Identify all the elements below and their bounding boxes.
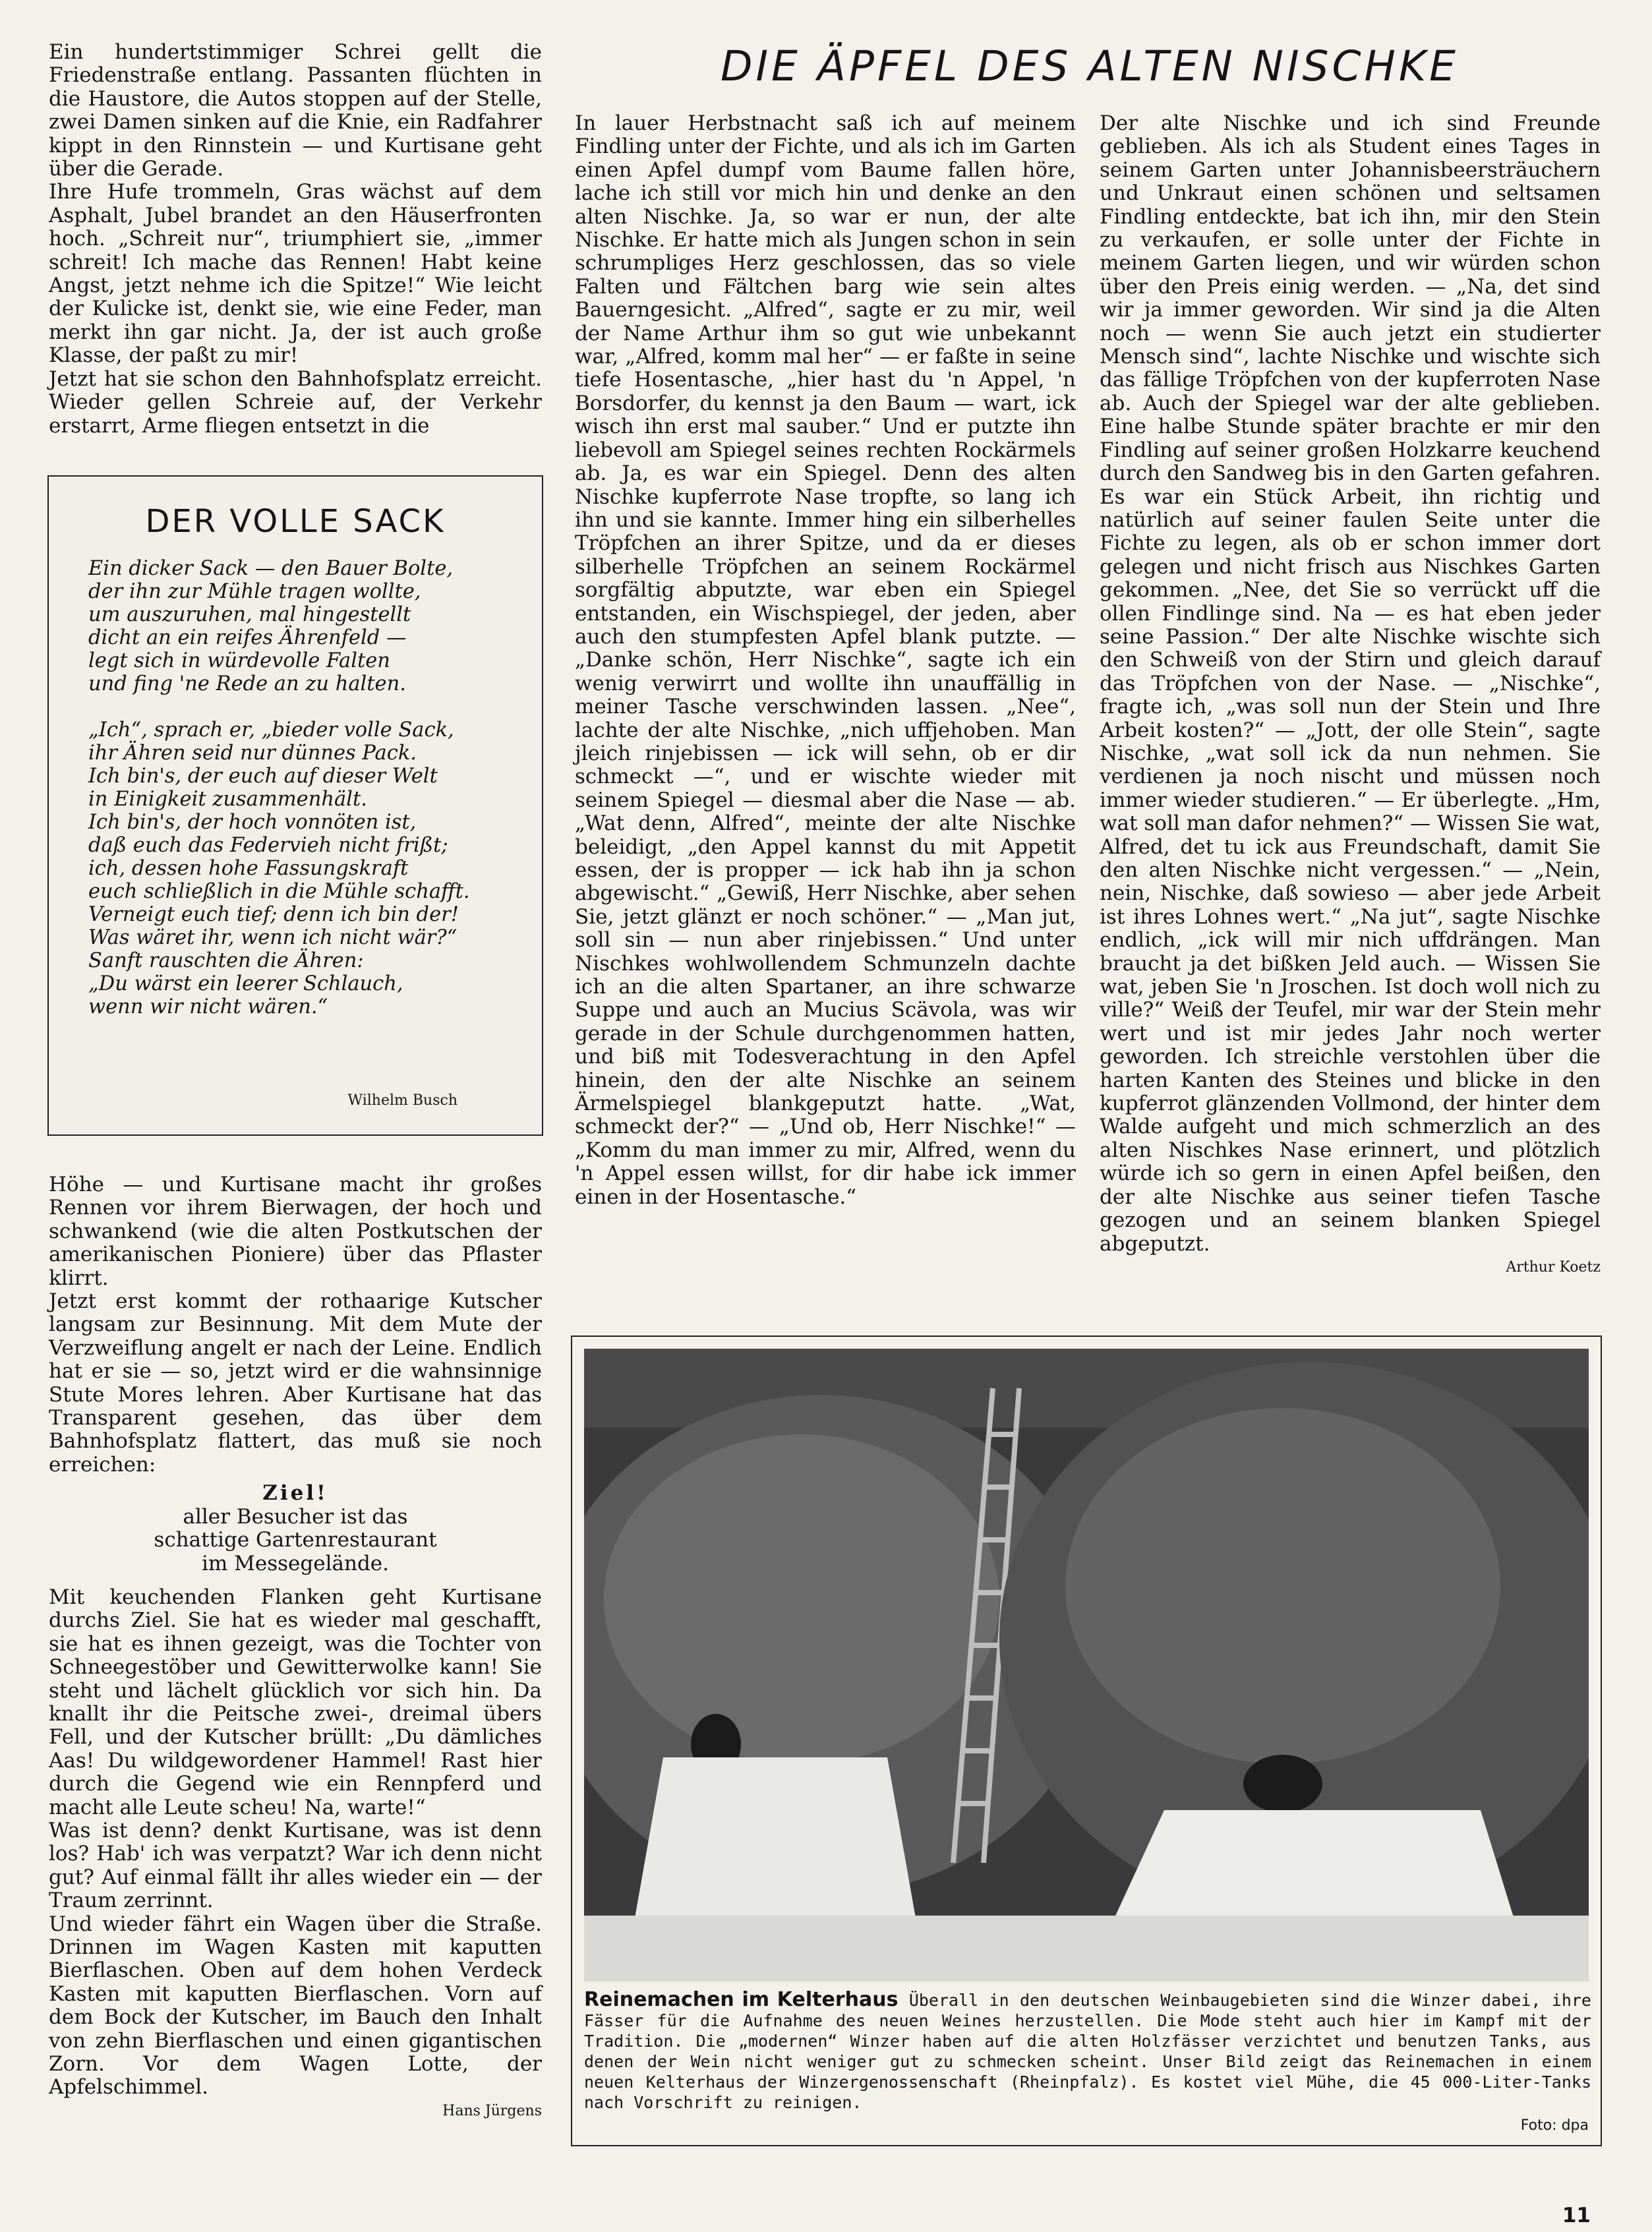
poem-line: daß euch das Federvieh nicht frißt;	[88, 834, 448, 857]
poem-line: Verneigt euch tief; denn ich bin der!	[88, 903, 459, 926]
paragraph: Ihre Hufe trommeln, Gras wächst auf dem Asphalt, Jubel brandet an den Häuserfronten hoch. „Schreit nur“, triumphiert sie, „immer schreit! Ich mache das Rennen! Habt keine Angst, jetzt nehme ich die Spitze!“ Wie leicht der Kulicke ist, denkt sie, wie eine Feder, man merkt ihn gar nicht. Ja, der ist auch große Klasse, der paßt zu mir!	[49, 180, 542, 368]
photo-credit: Foto: dpa	[1520, 2117, 1589, 2134]
poem-line: um auszuruhen, mal hingestellt	[88, 603, 411, 626]
paragraph: Ein hundertstimmiger Schrei gellt die Friedenstraße entlang. Passanten flüchten in die Haustore, die Autos stoppen auf der Stelle, zwei Damen sinken auf die Knie, ein Radfahrer kippt in den Rinnstein — und Kurtisane geht über die Gerade.	[49, 40, 542, 181]
paragraph: Mit keuchenden Flanken geht Kurtisane durchs Ziel. Sie hat es wieder mal geschafft, sie hat es ihnen gezeigt, was die Tochter von Schneegestöber und Gewitterwolke kann! Sie steht und lächelt glücklich vor sich hin. Da knallt ihr die Peitsche zwei-, dreimal übers Fell, und der Kutscher brüllt: „Du dämliches Aas! Du wildgewordener Hammel! Rast hier durch die Gegend wie ein Rennpferd und macht alle Leute scheu! Na, warte!“	[49, 1585, 542, 1819]
poem-line: euch schließlich in die Mühle schafft.	[88, 880, 470, 903]
paragraph: Der alte Nischke und ich sind Freunde geblieben. Als ich als Student eines Tages in seinem Garten unter Johannisbeersträuchern und Unkraut einen schönen und seltsamen Findling entdeckte, bat ich ihn, mir den Stein zu verkaufen, er solle unter der Fichte in meinem Garten liegen, und wir würden schon über den Preis einig werden. — „Na, det sind wir ja immer geworden. Wir sind ja die Alten noch — wenn Sie auch jetzt ein studierter Mensch sind“, lachte Nischke und wischte sich das fällige Tröpfchen von der kupferroten Nase ab. Auch der Spiegel war der alte geblieben. Eine halbe Stunde später brachte er mir den Findling auf seiner großen Holzkarre keuchend durch den Sandweg bis in den Garten gefahren. Es war ein Stück Arbeit, ihn richtig und natürlich auf seiner faulen Seite unter die Fichte zu legen, als ob er schon immer dort gelegen und nicht frisch aus Nischkes Garten gekommen. „Nee, det Sie so verrückt uff die ollen Findlinge sind. Na — es hat eben jeder seine Passion.“ Der alte Nischke wischte sich den Schweiß von der Stirn und gleich darauf das Tröpfchen von der Nase. — „Nischke“, fragte ich, „was soll nun der Stein und Ihre Arbeit kosten?“ — „Jott, der olle Stein“, sagte Nischke, „wat soll ick da nun nehmen. Sie verdienen ja noch nischt und müssen noch immer wieder studieren.“ — Er überlegte. „Hm, wat soll man dafor nehmen?“ — Wissen Sie wat, Alfred, det tu ick aus Freundschaft, damit Sie den alten Nischke nicht vergessen.“ — „Nein, nein, Nischke, daß sowieso — aber jede Arbeit ist ihres Lohnes wert.“ „Na jut“, sagte Nischke endlich, „ick will mir nich uffdrängen. Man braucht ja det bißken Jeld auch. — Wissen Sie wat, jeben Sie 'n Jroschen. Ist doch woll nich zu ville?“ Weiß der Teufel, mir war der Stein mehr wert und ist mir jedes Jahr noch werter geworden. Ich streichle verstohlen über die harten Kanten des Steines und blicke in den kupferrot glänzenden Vollmond, der hinter dem Walde aufgeht und mich schmerzlich an des alten Nischkes Nase erinnert, und plötzlich würde ich so gern in einen Apfel beißen, den der alte Nischke aus seiner tiefen Tasche gezogen und an seinem blanken Spiegel abgeputzt.	[1100, 111, 1601, 1256]
poem-line: wenn wir nicht wären.“	[88, 995, 328, 1018]
paragraph: Jetzt hat sie schon den Bahnhofsplatz erreicht. Wieder gellen Schreie auf, der Verkehr erstarrt, Arme fliegen entsetzt in die	[49, 367, 542, 438]
caption-title: Reinemachen im Kelterhaus	[584, 1988, 899, 2011]
article-author: Arthur Koetz	[1506, 1258, 1601, 1276]
goal-line: schattige Gartenrestaurant	[154, 1528, 437, 1552]
goal-line: aller Besucher ist das	[183, 1504, 408, 1529]
poem-line: in Einigkeit zusammenhält.	[88, 788, 367, 811]
poem-line: ihr Ähren seid nur dünnes Pack.	[88, 742, 417, 765]
tank-illustration	[584, 1349, 1589, 1982]
caption-text: Überall in den deutschen Weinbaugebieten sind die Winzer dabei, ihre Fässer für die Aufnahme des neuen Weines herzustellen. Die Mode steht auch hier im Kampf mit der Tradition. Die „modernen“ Winzer haben auf die alten Holzfässer verzichtet und benutzen Tanks, aus denen der Wein nicht weniger gut zu schmecken scheint. Unser Bild zeigt das Reinemachen in einem neuen Kelterhaus der Winzergenossenschaft (Rheinpfalz). Es kostet viel Mühe, die 45 000-Liter-Tanks nach Vorschrift zu reinigen.	[584, 1991, 1591, 2112]
wine-tank-photo	[584, 1349, 1589, 1982]
poem-line: dicht an ein reifes Ährenfeld —	[88, 626, 407, 649]
poem-line: „Ich“, sprach er, „bieder volle Sack,	[88, 719, 454, 742]
paragraph: In lauer Herbstnacht saß ich auf meinem Findling unter der Fichte, und als ich im Garten einen Apfel dumpf vom Baume fallen höre, lache ich still vor mich hin und denke an den alten Nischke. Ja, so war er nun, der alte Nischke. Er hatte mich als Jungen schon in sein schrumpliges Herz geschlossen, das so viele Falten und Fältchen barg wie sein altes Bauerngesicht. „Alfred“, sagte er zu mir, weil der Name Arthur ihm so gut wie unbekannt war, „Alfred, komm mal her“ — er faßte in seine tiefe Hosentasche, „hier hast du 'n Appel, 'n Borsdorfer, du kennst ja den Baum — wart, ick wisch ihn erst mal sauber.“ Und er putzte ihn liebevoll am Spiegel seines rechten Rockärmels ab. Ja, es war ein Spiegel. Denn des alten Nischke kupferrote Nase tropfte, so lang ich ihn und sie kannte. Immer hing ein silberhelles Tröpfchen an ihrer Spitze, und da er dieses silberhelle Tröpfchen an seinem Rockärmel sorgfältig abputzte, war eben ein Spiegel entstanden, ein Wischspiegel, der jeden, aber auch den stumpfesten Apfel blank putzte. — „Danke schön, Herr Nischke“, sagte ich ein wenig verwirrt und wollte ihn unauffällig in meiner Tasche verschwinden lassen. „Nee“, lachte der alte Nischke, „nich uffjehoben. Man jleich rinjebissen — ick will sehn, ob er dir schmeckt —“, und er wischte wieder mit seinem Spiegel — diesmal aber die Nase — ab. „Wat denn, Alfred“, meinte der alte Nischke beleidigt, „den Appel kannst du mit Appetit essen, der is propper — ick hab ihn ja schon abgewischt.“ „Gewiß, Herr Nischke, aber sehen Sie, jetzt glänzt er noch schöner.“ — „Man jut, soll sin — nun aber rinjebissen.“ Und unter Nischkes wohlwollendem Schmunzeln dachte ich an die alten Spartaner, an ihre schwarze Suppe und auch an Mucius Scävola, was wir gerade in der Schule durchgenommen hatten, und biß mit Todesverachtung in den Apfel hinein, den der alte Nischke an seinem Ärmelspiegel blankgeputzt hatte. „Wat, schmeckt der?“ — „Und ob, Herr Nischke!“ — „Komm du man immer zu mir, Alfred, wenn du 'n Appel essen willst, for dir habe ick immer einen in der Hosentasche.“	[575, 111, 1076, 1209]
photo-caption	[584, 1989, 1591, 2113]
page-number: 11	[1562, 2204, 1591, 2227]
goal-line: im Messegelände.	[201, 1551, 389, 1575]
poem-line: Sanft rauschten die Ähren:	[88, 949, 364, 972]
poem-line: legt sich in würdevolle Falten	[88, 649, 390, 672]
poem-line: und fing 'ne Rede an zu halten.	[88, 672, 406, 695]
article-column-middle	[575, 112, 1076, 1209]
poem-line: der ihn zur Mühle tragen wollte,	[88, 580, 421, 603]
article-column-right	[1100, 112, 1601, 1279]
goal-heading: Ziel!	[262, 1481, 328, 1506]
poem-line: Ein dicker Sack — den Bauer Bolte,	[88, 557, 454, 580]
left-column-top	[49, 41, 542, 438]
poem-body	[88, 557, 537, 1042]
poem-stanza	[88, 557, 537, 695]
poem-line: Was wäret ihr, wenn ich nicht wär?“	[88, 926, 457, 949]
paragraph: Höhe — und Kurtisane macht ihr großes Rennen vor ihrem Bierwagen, der hoch und schwankend (wie die alten Postkutschen der amerikanischen Pioniere) über das Pflaster klirrt.	[49, 1173, 542, 1290]
poem-line: Ich bin's, der euch auf dieser Welt	[88, 765, 438, 788]
paragraph: Was ist denn? denkt Kurtisane, was ist denn los? Hab' ich was verpatzt? War ich denn nicht gut? Auf einmal fällt ihr alles wieder ein — der Traum zerrinnt.	[49, 1818, 542, 1913]
poem-author: Wilhelm Busch	[347, 1092, 457, 1109]
poem-box	[47, 475, 543, 1136]
poem-line: ich, dessen hohe Fassungskraft	[88, 857, 409, 880]
poem-title: DER VOLLE SACK	[145, 503, 446, 540]
poem-line: Ich bin's, der hoch vonnöten ist,	[88, 811, 417, 834]
article-headline: DIE ÄPFEL DES ALTEN NISCHKE	[720, 42, 1459, 90]
poem-stanza	[88, 719, 537, 1018]
paragraph: Jetzt erst kommt der rothaarige Kutscher langsam zur Besinnung. Mit dem Mute der Verzweiflung angelt er nach der Leine. Endlich hat er sie — so, jetzt wird er die wahnsinnige Stute Mores lehren. Aber Kurtisane hat das Transparent gesehen, das über dem Bahnhofsplatz flattert, das muß sie noch erreichen:	[49, 1289, 542, 1477]
poem-line: „Du wärst ein leerer Schlauch,	[88, 972, 403, 995]
photo-frame	[571, 1336, 1602, 2146]
story-author: Hans Jürgens	[442, 2102, 542, 2119]
left-column-bottom	[49, 1173, 542, 2123]
paragraph: Und wieder fährt ein Wagen über die Straße. Drinnen im Wagen Kasten mit kaputten Bierflaschen. Oben auf dem hohen Verdeck Kasten mit kaputten Bierflaschen. Vorn auf dem Bock der Kutscher, im Bauch den Inhalt von zehn Bierflaschen und einen gigantischen Zorn. Vor dem Wagen Lotte, der Apfelschimmel.	[49, 1912, 542, 2100]
